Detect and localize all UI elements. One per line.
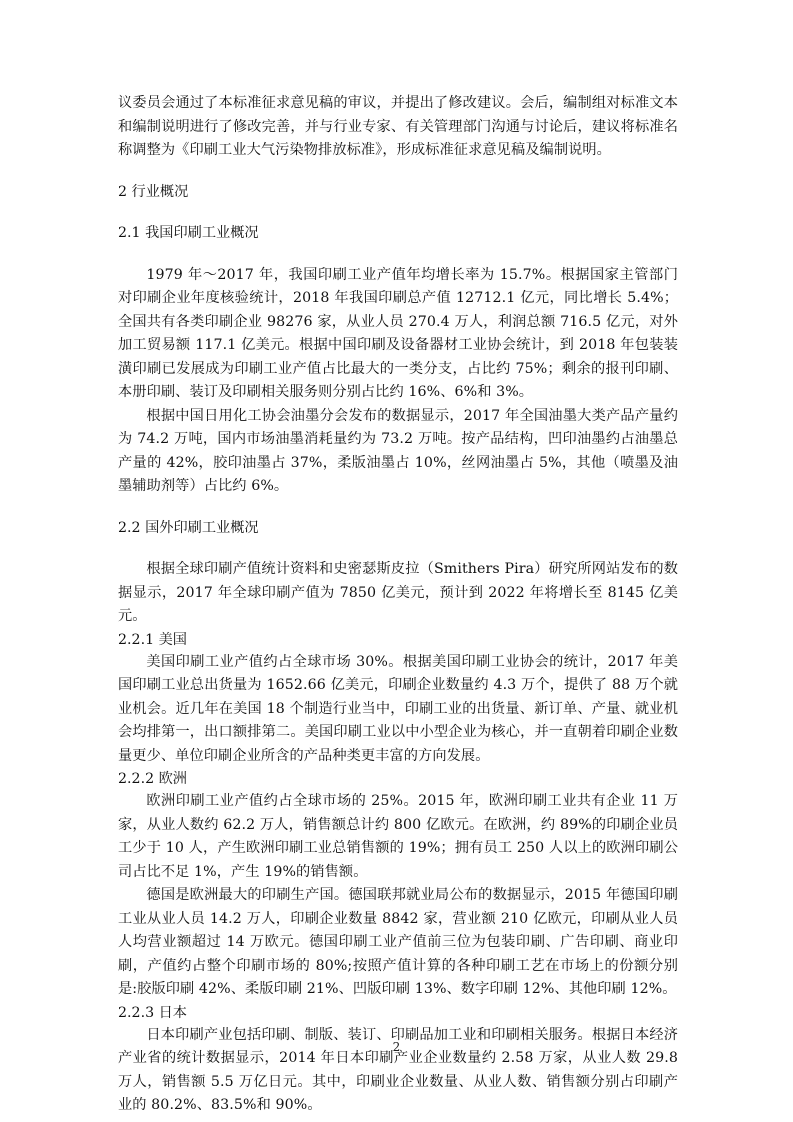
section-heading-2-2-3: 2.2.3 日本 [118,1004,187,1021]
paragraph-2-2-2-b: 德国是欧洲最大的印刷生产国。德国联邦就业局公布的数据显示，2015 年德国印刷工业从业人员 14.2 万人，印刷企业数量 8842 家，营业额 210 亿欧元，印刷从业人员人均营业额超过 14 万欧元。德国印刷工业产值前三位为包装印刷、广告印刷、商业印刷，产值约占整个印刷市场的 80%;按照产值计算的各种印刷工艺在市场上的份额分别是:胶版印刷 42%、柔版印刷 21%、凹版印刷 13%、数字印刷 12%、其他印刷 12%。 [118,887,678,997]
paragraph-2-2: 根据全球印刷产值统计资料和史密瑟斯皮拉（Smithers Pira）研究所网站发布的数据显示，2017 年全球印刷产值为 7850 亿美元，预计到 2022 年将增长至 8145 亿美元。 [118,561,678,624]
page-number: 2 [392,1040,401,1054]
section-heading-2-2-2: 2.2.2 欧洲 [118,771,187,787]
section-heading-2-2: 2.2 国外印刷工业概况 [118,519,259,536]
paragraph-2-2-2-a: 欧洲印刷工业产值约占全球市场的 25%。2015 年，欧洲印刷工业共有企业 11 万家，从业人数约 62.2 万人，销售额总计约 800 亿欧元。在欧洲，约 89%的印刷企业员工少于 10 人，产生欧洲印刷工业总销售额的 19%；拥有员工 250 人以上的欧洲印刷公司占比不足 1%，产生 19%的销售额。 [118,793,678,880]
paragraph-2-1-b: 根据中国日用化工协会油墨分会发布的数据显示，2017 年全国油墨大类产品产量约为 74.2 万吨，国内市场油墨消耗量约为 73.2 万吨。按产品结构，凹印油墨约占油墨总产量的 42%，胶印油墨占 37%，柔版油墨占 10%，丝网油墨占 5%，其他（喷墨及油墨辅助剂等）占比约 6%。 [118,407,678,494]
intro-paragraph: 议委员会通过了本标准征求意见稿的审议，并提出了修改建议。会后，编制组对标准文本和编制说明进行了修改完善，并与行业专家、有关管理部门沟通与讨论后，建议将标准名称调整为《印刷工业大气污染物排放标准》，形成标准征求意见稿及编制说明。 [118,95,678,158]
section-heading-2: 2 行业概况 [118,183,189,200]
paragraph-2-2-1: 美国印刷工业产值约占全球市场 30%。根据美国印刷工业协会的统计，2017 年美国印刷工业总出货量为 1652.66 亿美元，印刷企业数量约 4.3 万个，提供了 88 万个就业机会。近几年在美国 18 个制造行业当中，印刷工业的出货量、新订单、产量、就业机会均排第一，出口额排第二。美国印刷工业以中小型企业为核心，并一直朝着印刷企业数量更少、单位印刷企业所含的产品种类更丰富的方向发展。 [118,653,678,764]
document-page [118,92,678,1118]
paragraph-2-2-3: 日本印刷产业包括印刷、制版、装订、印刷品加工业和印刷相关服务。根据日本经济产业省的统计数据显示，2014 年日本印刷产业企业数量约 2.58 万家，从业人数 29.8 万人，销售额 5.5 万亿日元。其中，印刷业企业数量、从业人数、销售额分别占印刷产业的 80.2%、83.5%和 90%。 [118,1026,678,1113]
section-heading-2-1: 2.1 我国印刷工业概况 [118,225,259,241]
section-heading-2-2-1: 2.2.1 美国 [118,631,187,648]
paragraph-2-1-a: 1979 年～2017 年，我国印刷工业产值年均增长率为 15.7%。根据国家主管部门对印刷企业年度核验统计，2018 年我国印刷总产值 12712.1 亿元，同比增长 5.4%；全国共有各类印刷企业 98276 家，从业人员 270.4 万人，利润总额 716.5 亿元，对外加工贸易额 117.1 亿美元。根据中国印刷及设备器材工业协会统计，到 2018 年包装装潢印刷已发展成为印刷工业产值占比最大的一类分支，占比约 75%；剩余的报刊印刷、本册印刷、装订及印刷相关服务则分别占比约 16%、6%和 3%。 [118,266,678,400]
